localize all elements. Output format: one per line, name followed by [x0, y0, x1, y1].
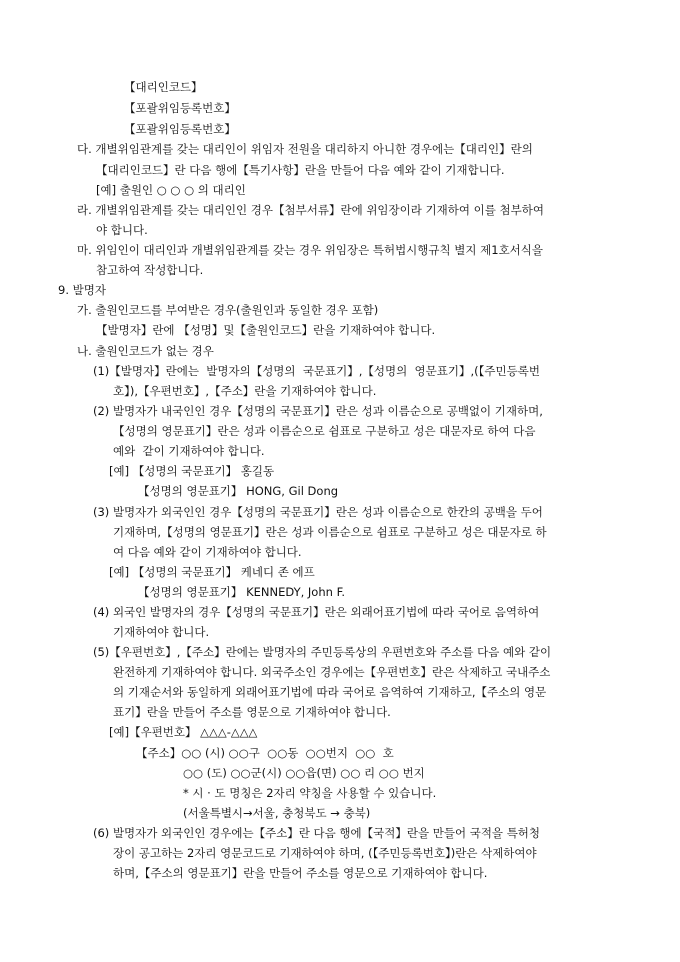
example-line: [예]【우편번호】 △△△-△△△ — [109, 725, 258, 739]
example-line: 【성명의 영문표기】 HONG, Gil Dong — [138, 484, 339, 498]
doc-line: 나. 출원인코드가 없는 경우 — [77, 344, 214, 358]
doc-line: 장이 공고하는 2자리 영문코드로 기재하여야 하며, (【주민등록번호】)란은 삭제하여야 — [113, 846, 537, 860]
doc-line: (5)【우편번호】,【주소】란에는 발명자의 주민등록상의 우편번호와 주소를 다음 예와 같이 — [93, 645, 552, 659]
doc-line: (2) 발명자가 내국인인 경우【성명의 국문표기】란은 성과 이름순으로 공백없이 기재하며, — [93, 404, 543, 418]
doc-line: 【발명자】란에 【성명】및【출원인코드】란을 기재하여야 합니다. — [96, 323, 436, 337]
example-line: [예] 【성명의 국문표기】 케네디 존 에프 — [109, 565, 315, 579]
doc-line: 하며,【주소의 영문표기】란을 만들어 주소를 영문으로 기재하여야 합니다. — [113, 866, 488, 880]
example-line: 【성명의 영문표기】 KENNEDY, John F. — [138, 585, 345, 599]
doc-line: 【대리인코드】 — [124, 80, 203, 94]
doc-line: (6) 발명자가 외국인인 경우에는【주소】란 다음 행에【국적】란을 만들어 국적을 특허청 — [93, 826, 541, 840]
doc-line: 【포괄위임등록번호】 — [124, 101, 236, 115]
doc-line: 기재하여야 합니다. — [113, 625, 210, 639]
example-line: [예] 【성명의 국문표기】 홍길동 — [109, 464, 275, 478]
doc-line: (3) 발명자가 외국인인 경우【성명의 국문표기】란은 성과 이름순으로 한칸의 공백을 두어 — [93, 505, 543, 519]
doc-line: 완전하게 기재하여야 합니다. 외국주소인 경우에는【우편번호】란은 삭제하고 국내주소 — [113, 665, 551, 679]
doc-line: 다. 개별위임관계를 갖는 대리인이 위임자 전원을 대리하지 아니한 경우에는【대리인】란의 — [77, 142, 533, 156]
doc-line: (4) 외국인 발명자의 경우【성명의 국문표기】란은 외래어표기법에 따라 국어로 음역하여 — [93, 605, 540, 619]
doc-line: 참고하여 작성합니다. — [96, 263, 204, 277]
doc-line: (1)【발명자】란에는 발명자의【성명의 국문표기】,【성명의 영문표기】,(【주민등록번 — [93, 364, 540, 378]
doc-line: 여 다음 예와 같이 기재하여야 합니다. — [113, 545, 302, 559]
note-line: * 시 · 도 명칭은 2자리 약칭을 사용할 수 있습니다. — [183, 786, 437, 800]
doc-line: 기재하며,【성명의 영문표기】란은 성과 이름순으로 쉼표로 구분하고 성은 대문자로 하 — [113, 525, 547, 539]
doc-line: 【대리인코드】란 다음 행에【특기사항】란을 만들어 다음 예와 같이 기재합니다. — [96, 163, 505, 177]
note-line: (서울특별시→서울, 충청북도 → 충북) — [183, 806, 371, 820]
doc-line: 호】),【우편번호】,【주소】란을 기재하여야 합니다. — [113, 384, 377, 398]
doc-line: 표기】란을 만들어 주소를 영문으로 기재하여야 합니다. — [113, 705, 391, 719]
doc-line: 라. 개별위임관계를 갖는 대리인인 경우【첨부서류】란에 위임장이라 기재하여 이를 첨부하여 — [77, 203, 544, 217]
section-heading: 9. 발명자 — [58, 283, 106, 297]
doc-line: 마. 위임인이 대리인과 개별위임관계를 갖는 경우 위임장은 특허법시행규칙 별지 제1호서식을 — [77, 243, 544, 257]
doc-line: 【성명의 영문표기】란은 성과 이름순으로 쉼표로 구분하고 성은 대문자로 하여 다음 — [113, 424, 536, 438]
doc-line: 예와 같이 기재하여야 합니다. — [113, 444, 265, 458]
doc-line: [예] 출원인 ○ ○ ○ 의 대리인 — [96, 183, 246, 197]
doc-line: 야 합니다. — [96, 223, 148, 237]
example-line: 【주소】○○ (시) ○○구 ○○동 ○○번지 ○○ 호 — [136, 746, 394, 760]
doc-line: 가. 출원인코드를 부여받은 경우(출원인과 동일한 경우 포함) — [77, 303, 379, 317]
doc-line: 의 기재순서와 동일하게 외래어표기법에 따라 국어로 음역하여 기재하고,【주소의 영문 — [113, 685, 547, 699]
example-line: ○○ (도) ○○군(시) ○○읍(면) ○○ 리 ○○ 번지 — [183, 766, 425, 780]
doc-line: 【포괄위임등록번호】 — [124, 122, 236, 136]
